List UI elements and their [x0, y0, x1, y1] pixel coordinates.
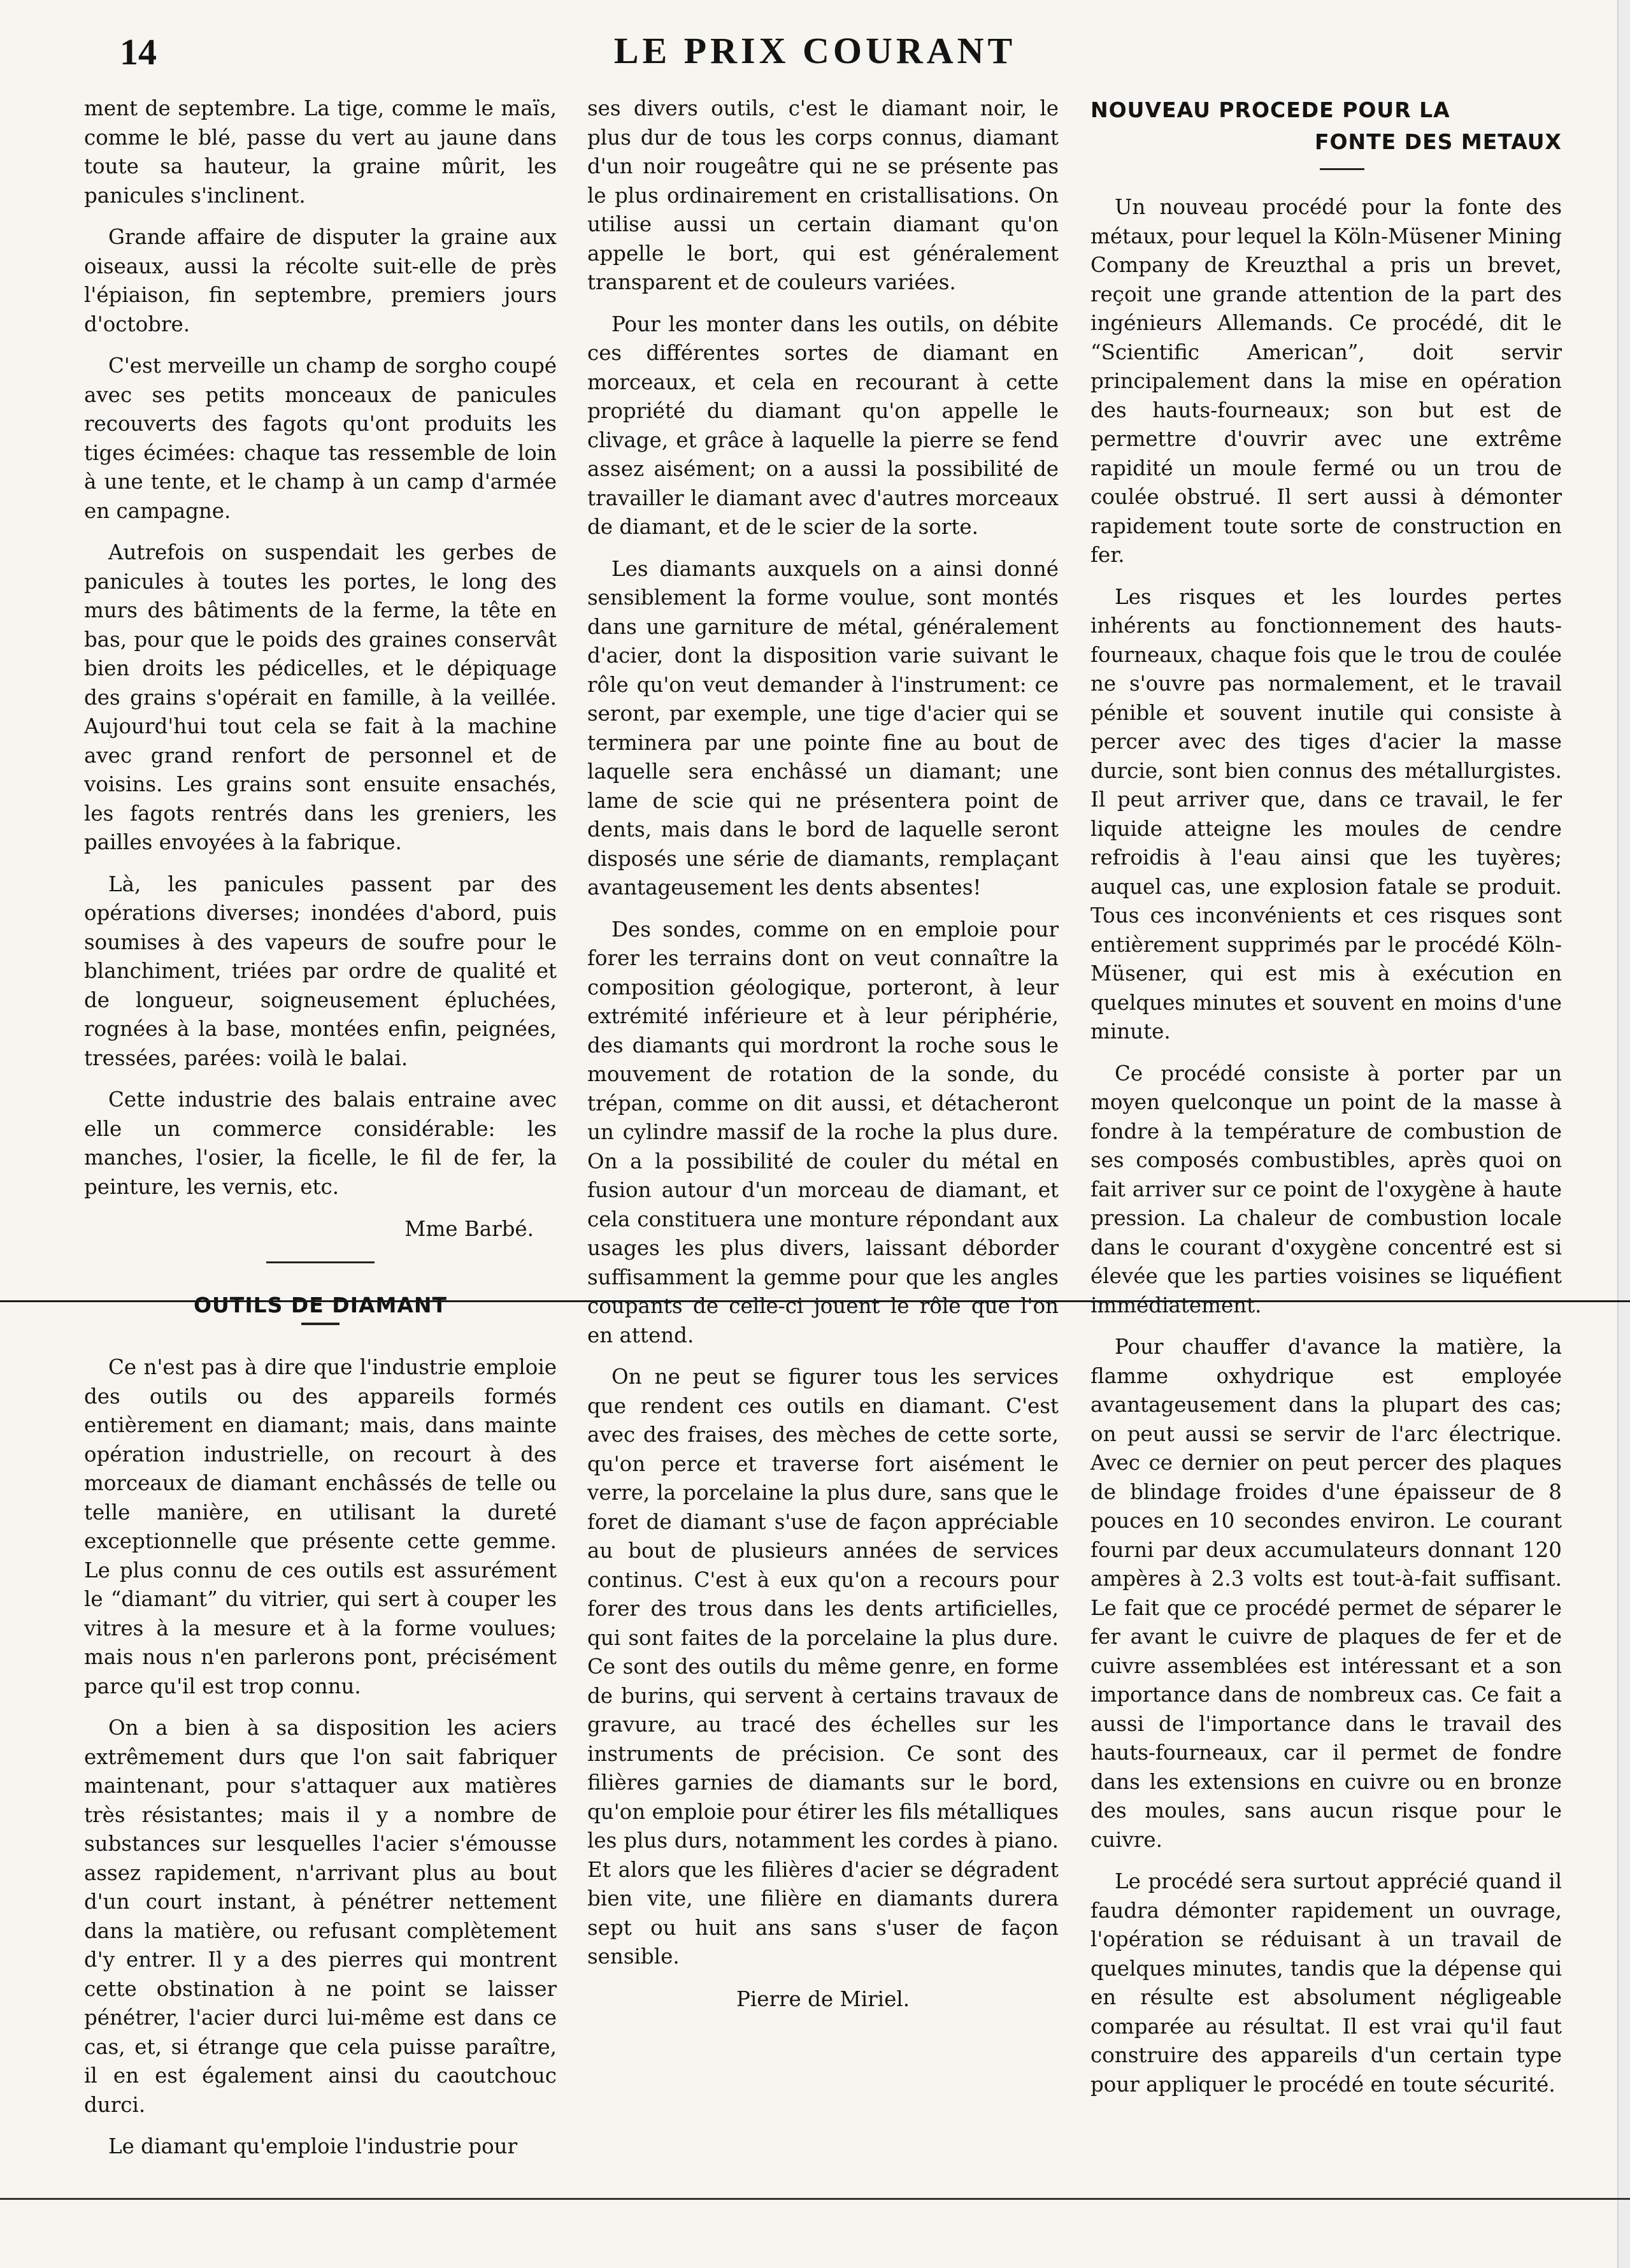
paragraph: C'est merveille un champ de sorgho coupé avec ses petits monceaux de panicules recouverts des fagots qu'ont produits les tiges écimées: chaque tas ressemble de loin à une tente, et le champ à un camp d'armée en campagne. — [84, 354, 557, 523]
author-signature: Pierre de Miriel. — [736, 1986, 910, 2011]
paragraph: On a bien à sa disposition les aciers extrêmement durs que l'on sait fabriquer maintenant, pour s'attaquer aux matières très résistantes; mais il y a nombre de substances sur lesquelles l'acier s'émousse assez rapidement, n'arrivant plus au bout d'un court instant, à pénétrer nettement dans la matière, ou refusant complètement d'y entrer. Il y a des pierres qui montrent cette obstination à ne point se laisser pénétrer, l'acier durci lui-même est dans ce cas, et, si étrange que cela puisse paraître, il en est également ainsi du caoutchouc durci. — [84, 1716, 557, 2117]
paragraph: Là, les panicules passent par des opérations diverses; inondées d'abord, puis soumises à des vapeurs de soufre pour le blanchiment, triées par ordre de qualité et de longueur, soigneusement épluchées, rognées à la base, montées enfin, peignées, tressées, parées: voilà le balai. — [84, 872, 557, 1070]
paragraph: Grande affaire de disputer la graine aux oiseaux, aussi la récolte suit-elle de près l'épiaison, fin septembre, premiers jours d'octobre. — [84, 225, 557, 336]
paragraph: Le procédé sera surtout apprécié quand il faudra démonter rapidement un ouvrage, l'opération se réduisant à un travail de quelques minutes, tandis que la dépense qui en résulte est absolument négligeable comparée au résultat. Il est vrai qu'il faut construire des appareils d'un certain type pour appliquer le procédé en toute sécurité. — [1090, 1869, 1562, 2097]
column-3 — [1090, 94, 1562, 2112]
paragraph: On ne peut se figurer tous les services que rendent ces outils en diamant. C'est avec des fraises, des mèches de cette sorte, qu'on perce et traverse fort aisément le verre, la porcelaine la plus dure, sans que le foret de diamant s'use de façon appréciable au bout de plusieurs années de services continus. C'est à eux qu'on a recours pour forer des trous dans les dents artificielles, qui sont faites de la porcelaine la plus dure. Ce sont des outils du même genre, en forme de burins, qui servent à certains travaux de gravure, au tracé des échelles sur les instruments de précision. Ce sont des filières garnies de diamants sur le bord, qu'on emploie pour étirer les fils métalliques les plus durs, notamment les cordes à piano. Et alors que les filières d'acier se dégradent bien vite, une filière en diamants durera sept ou huit ans sans s'user de façon sensible. — [587, 1365, 1059, 1969]
page-number: 14 — [120, 31, 157, 73]
column-1 — [84, 94, 557, 2174]
paragraph: Autrefois on suspendait les gerbes de panicules à toutes les portes, le long des murs des bâtiments de la ferme, la tête en bas, pour que le poids des graines conservât bien droits les pédicelles, et le dépiquage des grains s'opérait en famille, à la veillée. Aujourd'hui tout cela se fait à la machine avec grand renfort de personnel et de voisins. Les grains sont ensuite ensachés, les fagots rentrés dans les greniers, les pailles envoyées à la fabrique. — [84, 540, 557, 854]
section-separator-line — [0, 1300, 1630, 1302]
title-underline — [301, 1323, 340, 1325]
paragraph: ment de septembre. La tige, comme le maïs, comme le blé, passe du vert au jaune dans toute sa hauteur, la graine mûrit, les panicules s'inclinent. — [84, 96, 557, 208]
paragraph: Des sondes, comme on en emploie pour forer les terrains dont on veut connaître la composition géologique, porteront, à leur extrémité inférieure et à leur périphérie, des diamants qui mordront la roche sous le mouvement de rotation de la sonde, du trépan, comme on dit aussi, et détacheront un cylindre massif de la roche la plus dure. On a la possibilité de couler du métal en fusion autour d'un morceau de diamant, et cela constituera une monture répondant aux usages les plus divers, laissant déborder suffisamment la gemme pour que les angles coupants de celle-ci jouent le rôle que l'on en attend. — [587, 917, 1059, 1347]
bottom-rule — [0, 2198, 1630, 2200]
article-divider — [266, 1261, 375, 1263]
journal-title: LE PRIX COURANT — [613, 30, 1017, 71]
column-2 — [587, 94, 1059, 2014]
page-header — [0, 24, 1630, 82]
paragraph: Un nouveau procédé pour la fonte des métaux, pour lequel la Köln-Müsener Mining Company de Kreuzthal a pris un brevet, reçoit une grande attention de la part des ingénieurs Allemands. Ce procédé, dit le “Scientific American”, doit servir principalement dans la mise en opération des hauts-fourneaux; son but est de permettre d'ouvrir avec une extrême rapidité un moule fermé ou un trou de coulée obstrué. Il sert aussi à démonter rapidement toute sorte de construction en fer. — [1090, 195, 1562, 567]
paragraph: Les diamants auxquels on a ainsi donné sensiblement la forme voulue, sont montés dans une garniture de métal, généralement d'acier, dont la disposition varie suivant le rôle qu'on veut demander à l'instrument: ce seront, par exemple, une tige d'acier qui se terminera par une pointe fine au bout de laquelle sera enchâssé un diamant; une lame de scie qui ne présentera point de dents, mais dans le bord de laquelle seront disposés une série de diamants, remplaçant avantageusement les dents absentes! — [587, 556, 1059, 900]
article-title — [1090, 94, 1562, 158]
paragraph: ses divers outils, c'est le diamant noir, le plus dur de tous les corps connus, diamant d'un noir rougeâtre qui ne se présente pas le plus ordinairement en cristallisations. On utilise aussi un certain diamant qu'on appelle le bort, qui est généralement transparent et de couleurs variées. — [587, 96, 1059, 294]
paragraph: Ce n'est pas à dire que l'industrie emploie des outils ou des appareils formés entièrement en diamant; mais, dans mainte opération industrielle, on recourt à des morceaux de diamant enchâssés de telle ou telle manière, en utilisant la dureté exceptionnelle que présente cette gemme. Le plus connu de ces outils est assurément le “diamant” du vitrier, qui sert à couper les vitres à la mesure et à la forme voulues; mais nous n'en parlerons pont, précisément parce qu'il est trop connu. — [84, 1355, 557, 1698]
article-title-line-2: FONTE DES METAUX — [1314, 129, 1562, 154]
paragraph: Le diamant qu'emploie l'industrie pour — [108, 2134, 518, 2158]
paragraph: Ce procédé consiste à porter par un moyen quelconque un point de la masse à fondre à la température de combustion de ses composés combustibles, après quoi on fait arriver sur ce point de l'oxygène à haute pression. La chaleur de combustion locale dans le courant d'oxygène concentré est si élevée que les parties voisines se liquéfient immédiatement. — [1090, 1061, 1562, 1317]
paragraph: Pour chauffer d'avance la matière, la flamme oxhydrique est employée avantageusement dans la plupart des cas; on peut aussi se servir de l'arc électrique. Avec ce dernier on peut percer des plaques de blindage froides d'une épaisseur de 8 pouces en 10 secondes environ. Le courant fourni par deux accumulateurs donnant 120 ampères à 2.3 volts est tout-à-fait suffisant. Le fait que ce procédé permet de séparer le fer avant le cuivre de plaques de fer et de cuivre assemblées est intéressant et a son importance dans de nombreux cas. Ce fait a aussi de l'importance dans le travail des hauts-fourneaux, car il permet de fondre dans les extensions en cuivre ou en bronze des moules, sans aucun risque pour le cuivre. — [1090, 1335, 1562, 1852]
section-title: OUTILS DE DIAMANT — [193, 1293, 448, 1317]
title-underline — [1320, 168, 1364, 170]
page-edge — [1617, 0, 1630, 2268]
author-signature: Mme Barbé. — [404, 1217, 534, 1241]
paragraph: Pour les monter dans les outils, on débite ces différentes sortes de diamant en morceaux, et cela en recourant à cette propriété du diamant qu'on appelle le clivage, et grâce à laquelle la pierre se fend assez aisément; on a aussi la possibilité de travailler le diamant avec d'autres morceaux de diamant, et de le scier de la sorte. — [587, 312, 1059, 539]
article-title-line-1: NOUVEAU PROCEDE POUR LA — [1090, 97, 1450, 122]
paragraph: Cette industrie des balais entraine avec elle un commerce considérable: les manches, l'osier, la ficelle, le fil de fer, la peinture, les vernis, etc. — [84, 1087, 557, 1199]
paragraph: Les risques et les lourdes pertes inhérents au fonctionnement des hauts-fourneaux, chaque fois que le trou de coulée ne s'ouvre pas normalement, et le travail pénible et souvent inutile qui consiste à percer avec des tiges d'acier la masse durcie, sont bien connus des métallurgistes. Il peut arriver que, dans ce travail, le fer liquide atteigne les moules de cendre refroidis à l'eau ainsi que les tuyères; auquel cas, une explosion fatale se produit. Tous ces inconvénients et ces risques sont entièrement supprimés par le procédé Köln-Müsener, qui est mis à exécution en quelques minutes et souvent en moins d'une minute. — [1090, 584, 1562, 1044]
